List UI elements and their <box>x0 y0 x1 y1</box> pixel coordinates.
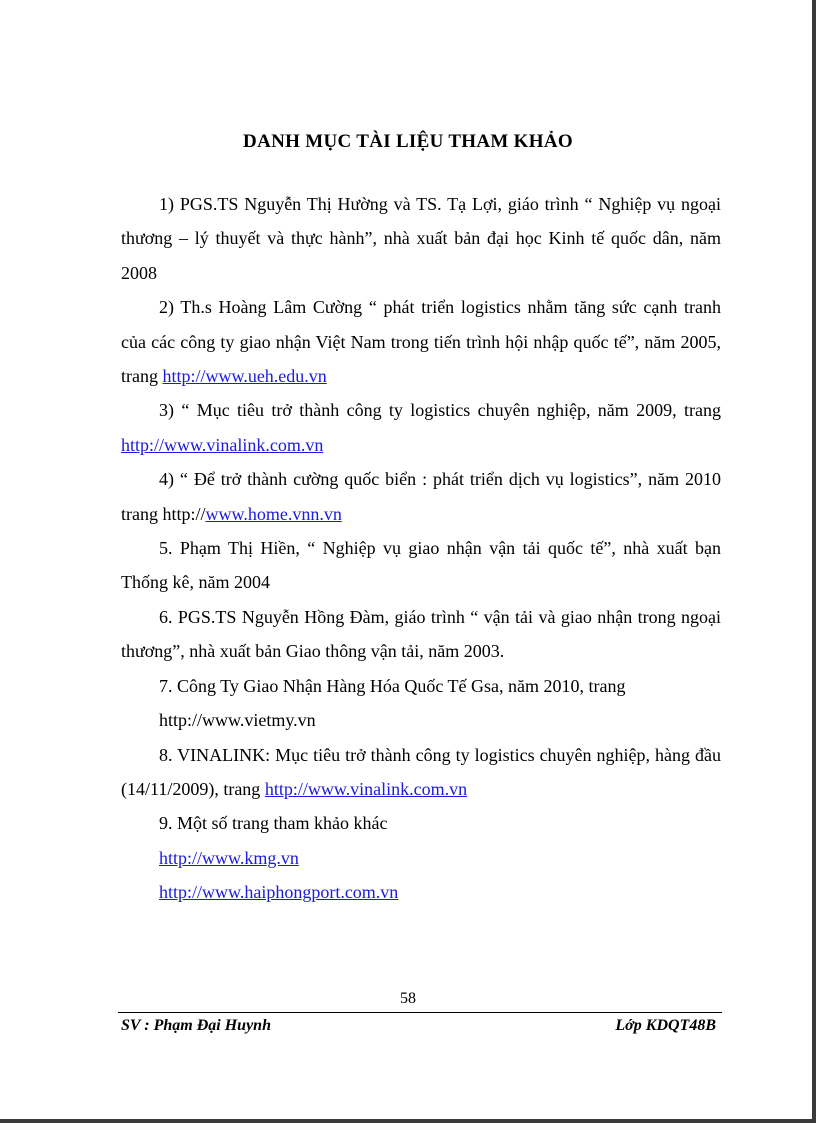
reference-item-9-link-1-row <box>121 841 721 875</box>
reference-link-haiphongport[interactable]: http://www.haiphongport.com.vn <box>159 882 399 903</box>
footer-student-name: SV : Phạm Đại Huynh <box>121 1017 271 1034</box>
reference-item-7-url: http://www.vietmy.vn <box>159 710 316 731</box>
reference-link-vinalink[interactable]: http://www.vinalink.com.vn <box>121 434 324 455</box>
reference-text: 8. VINALINK: Mục tiêu trở thành công ty logistics chuyên nghiệp, hàng đầu (14/11/2009), trang <box>121 744 721 799</box>
page-title: DANH MỤC TÀI LIỆU THAM KHẢO <box>243 131 573 152</box>
reference-list <box>121 187 721 910</box>
reference-link-kmg[interactable]: http://www.kmg.vn <box>159 847 299 868</box>
reference-item-3 <box>121 393 721 462</box>
page-number: 58 <box>400 990 416 1007</box>
reference-item-1: 1) PGS.TS Nguyễn Thị Hường và TS. Tạ Lợi, giáo trình “ Nghiệp vụ ngoại thương – lý thuyết và thực hành”, nhà xuất bản đại học Kinh tế quốc dân, năm 2008 <box>121 194 721 283</box>
reference-item-4 <box>121 462 721 531</box>
reference-link-ueh[interactable]: http://www.ueh.edu.vn <box>162 366 327 387</box>
reference-item-5: 5. Phạm Thị Hiền, “ Nghiệp vụ giao nhận vận tải quốc tế”, nhà xuất bạn Thống kê, năm 2004 <box>121 538 721 593</box>
reference-item-6: 6. PGS.TS Nguyễn Hồng Đàm, giáo trình “ vận tải và giao nhận trong ngoại thương”, nhà xuất bản Giao thông vận tải, năm 2003. <box>121 606 721 662</box>
reference-item-7: 7. Công Ty Giao Nhận Hàng Hóa Quốc Tế Gsa, năm 2010, trang <box>159 675 626 696</box>
footer-class-name: Lớp KDQT48B <box>615 1017 716 1034</box>
reference-link-home-vnn[interactable]: www.home.vnn.vn <box>205 503 342 524</box>
reference-link-vinalink-2[interactable]: http://www.vinalink.com.vn <box>264 778 468 799</box>
reference-item-8 <box>121 738 721 807</box>
footer-divider <box>118 1012 722 1013</box>
reference-item-9-link-2-row <box>121 875 721 909</box>
reference-text: 3) “ Mục tiêu trở thành công ty logistics chuyên nghiệp, năm 2009, trang <box>159 400 721 421</box>
reference-text: 4) “ Để trở thành cường quốc biển : phát triển dịch vụ logistics”, năm 2010 trang http:// <box>121 469 721 524</box>
reference-item-2 <box>121 290 721 393</box>
reference-item-9: 9. Một số trang tham khảo khác <box>159 813 388 834</box>
reference-text: 2) Th.s Hoàng Lâm Cường “ phát triển logistics nhằm tăng sức cạnh tranh của các công ty giao nhận Việt Nam trong tiến trình hội nhập quốc tế”, năm 2005, trang <box>121 297 721 387</box>
